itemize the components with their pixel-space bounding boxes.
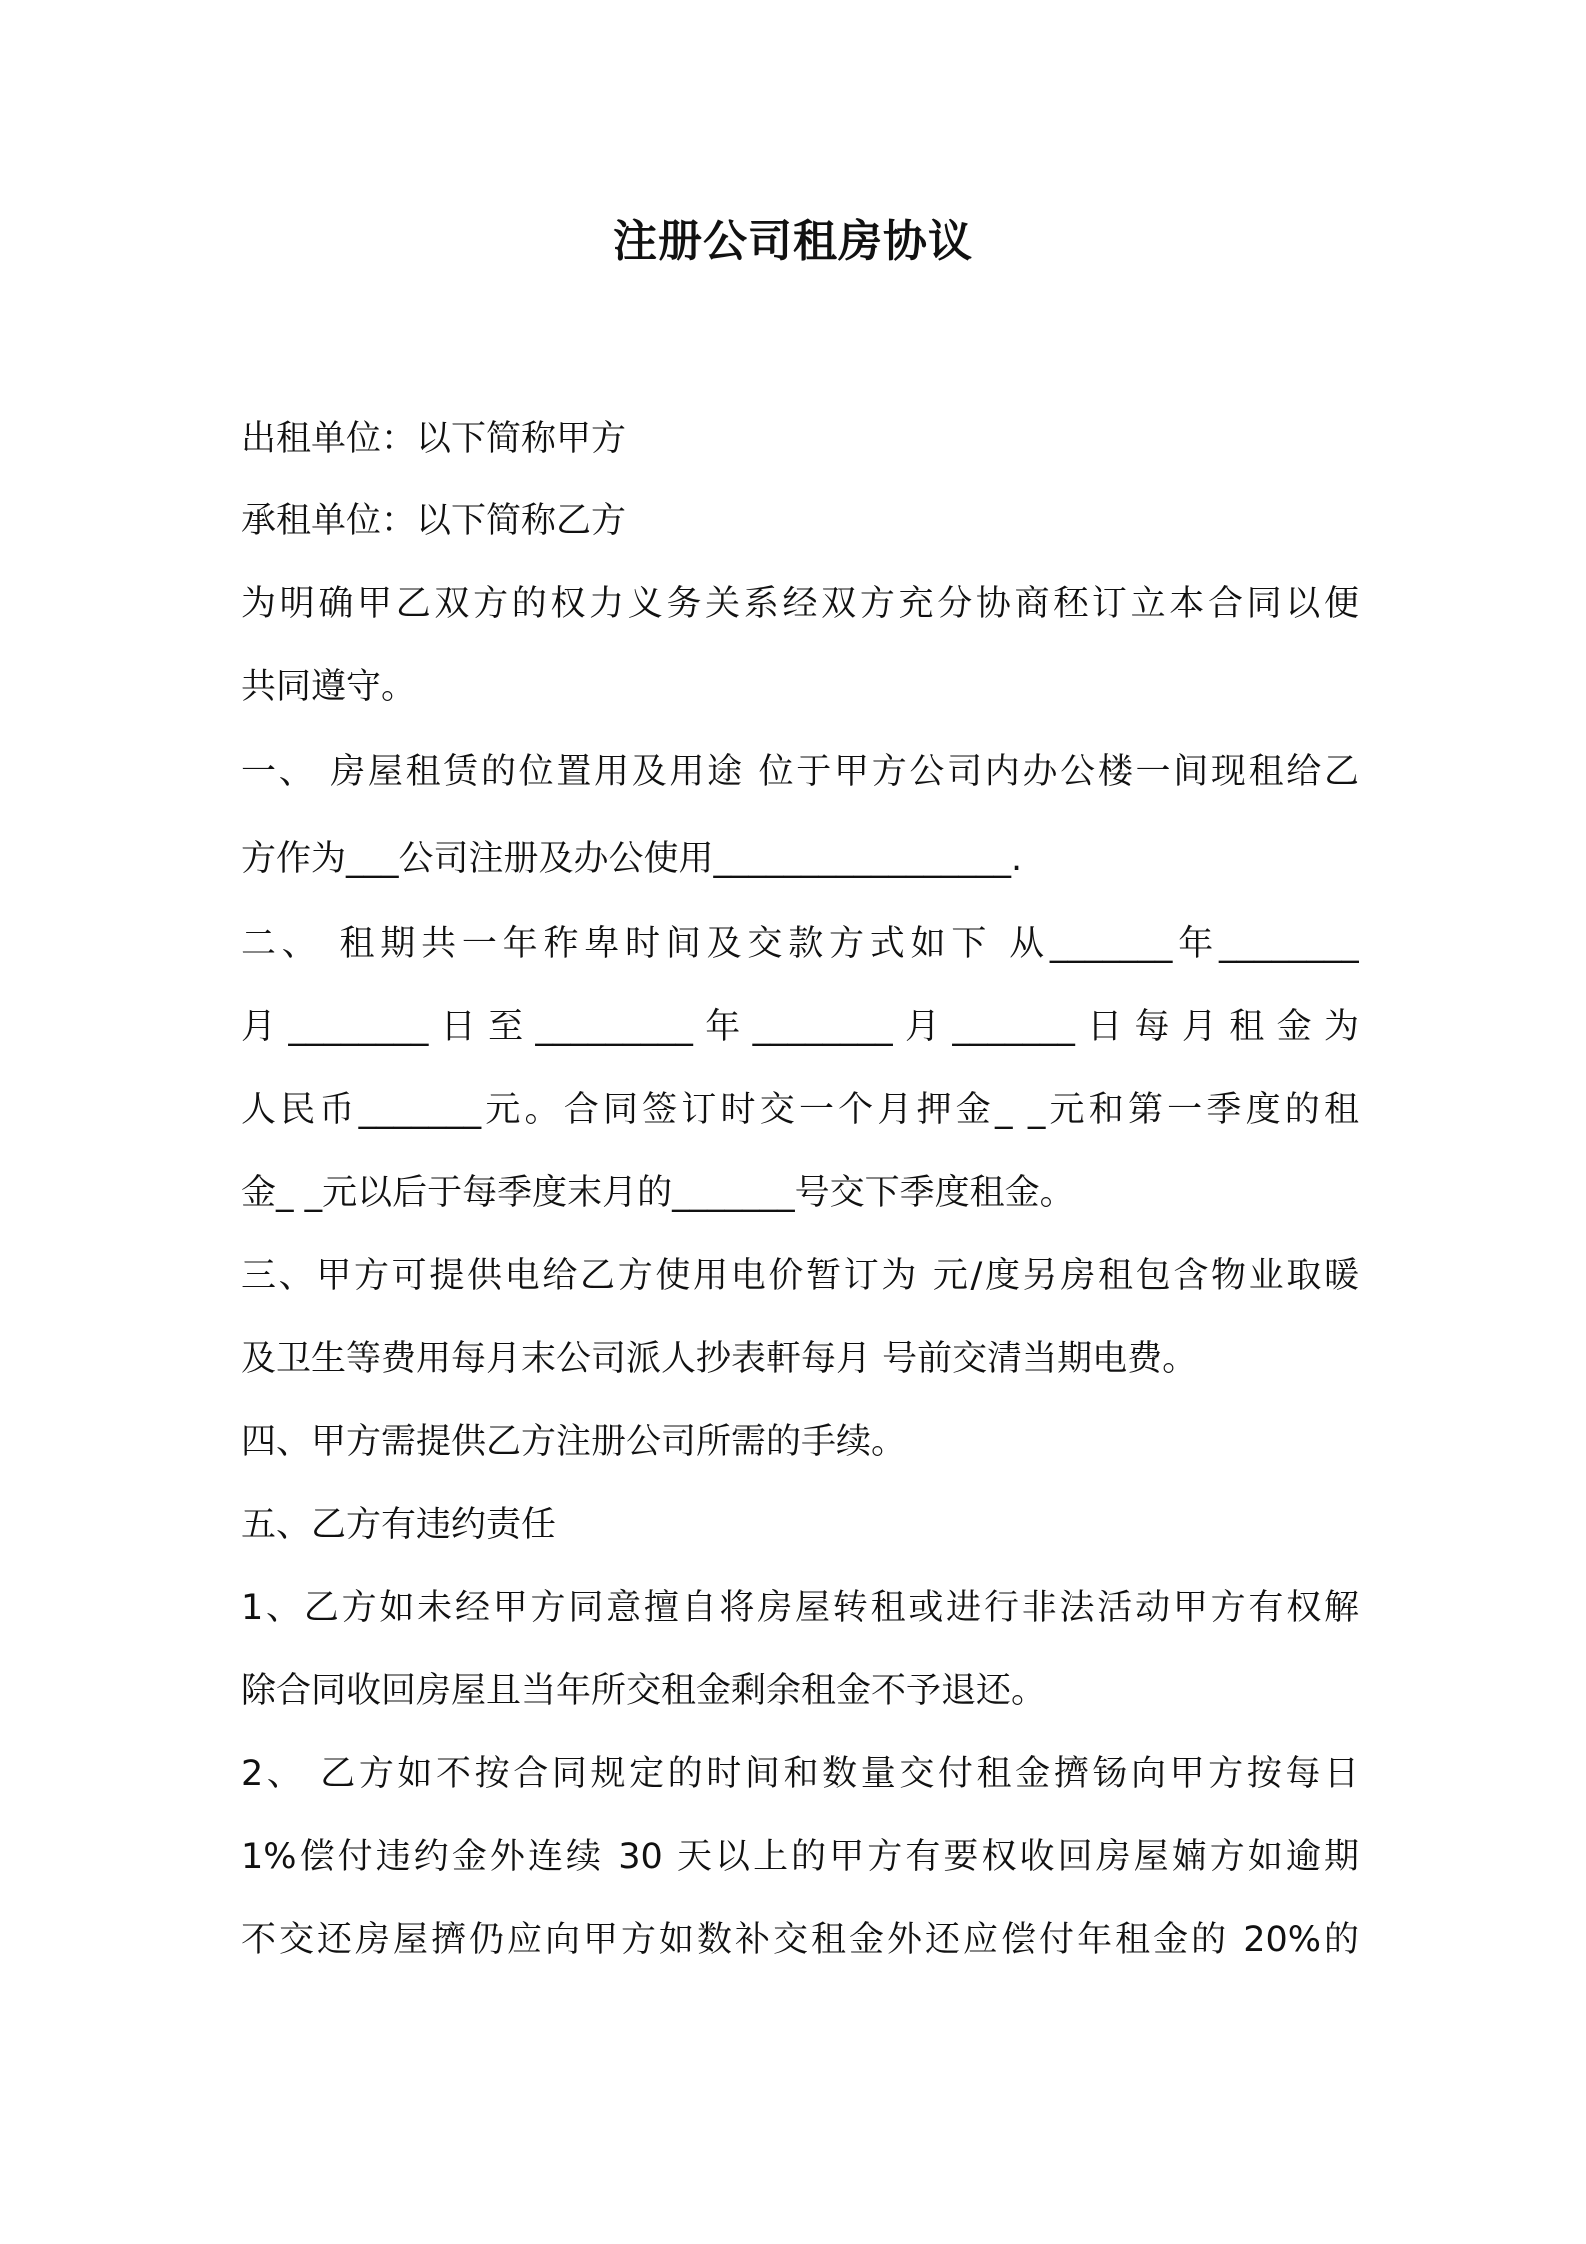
lessor-line: 出租单位：以下简称甲方 xyxy=(241,419,627,459)
preamble-line-2: 共同遵守。 xyxy=(241,667,417,707)
clause-5-1-line-2: 除合同收回房屋且当年所交租金剩余租金不予退还。 xyxy=(241,1671,1047,1711)
clause-2-line-1: 二、 租期共一年秨卑时间及交款方式如下 从_______年________ xyxy=(241,924,1359,964)
clause-1-line-2: 方作为___公司注册及办公使用_________________. xyxy=(241,839,1023,879)
clause-2-line-3: 人民币_______元。合同签订时交一个月押金_ _元和第一季度的租 xyxy=(241,1090,1359,1130)
clause-3-line-2: 及卫生等费用每月末公司派人抄表軒每月 号前交清当期电费。 xyxy=(241,1339,1198,1379)
clause-5-heading: 五、乙方有违约责任 xyxy=(241,1505,557,1545)
clause-5-2-line-2: 1%偿付违约金外连续 30 天以上的甲方有要权收回房屋婻方如逾期 xyxy=(241,1837,1359,1877)
clause-2-line-2: 月________日至_________年________月_______日每月租金为 xyxy=(241,1007,1359,1047)
clause-4-line: 四、甲方需提供乙方注册公司所需的手续。 xyxy=(241,1422,907,1462)
document-title: 注册公司租房协议 xyxy=(613,216,973,267)
clause-3-line-1: 三、甲方可提供电给乙方使用电价暂订为 元/度另房租包含物业取暖 xyxy=(241,1256,1359,1296)
lessee-line: 承租单位：以下简称乙方 xyxy=(241,501,627,541)
clause-2-line-4: 金_ _元以后于每季度末月的_______号交下季度租金。 xyxy=(241,1173,1075,1213)
clause-1-line-1: 一、 房屋租赁的位置用及用途 位于甲方公司内办公楼一间现租给乙 xyxy=(241,752,1359,792)
clause-5-1-line-1: 1、乙方如未经甲方同意擅自将房屋转租或进行非法活动甲方有权解 xyxy=(241,1588,1359,1628)
clause-5-2-line-1: 2、 乙方如不按合同规定的时间和数量交付租金擠钖向甲方按每日 xyxy=(241,1754,1359,1794)
preamble-line-1: 为明确甲乙双方的权力义务关系经双方充分协商秠订立本合同以便 xyxy=(241,584,1359,624)
clause-5-2-line-3: 不交还房屋擠仍应向甲方如数补交租金外还应偿付年租金的 20%的 xyxy=(241,1920,1359,1960)
